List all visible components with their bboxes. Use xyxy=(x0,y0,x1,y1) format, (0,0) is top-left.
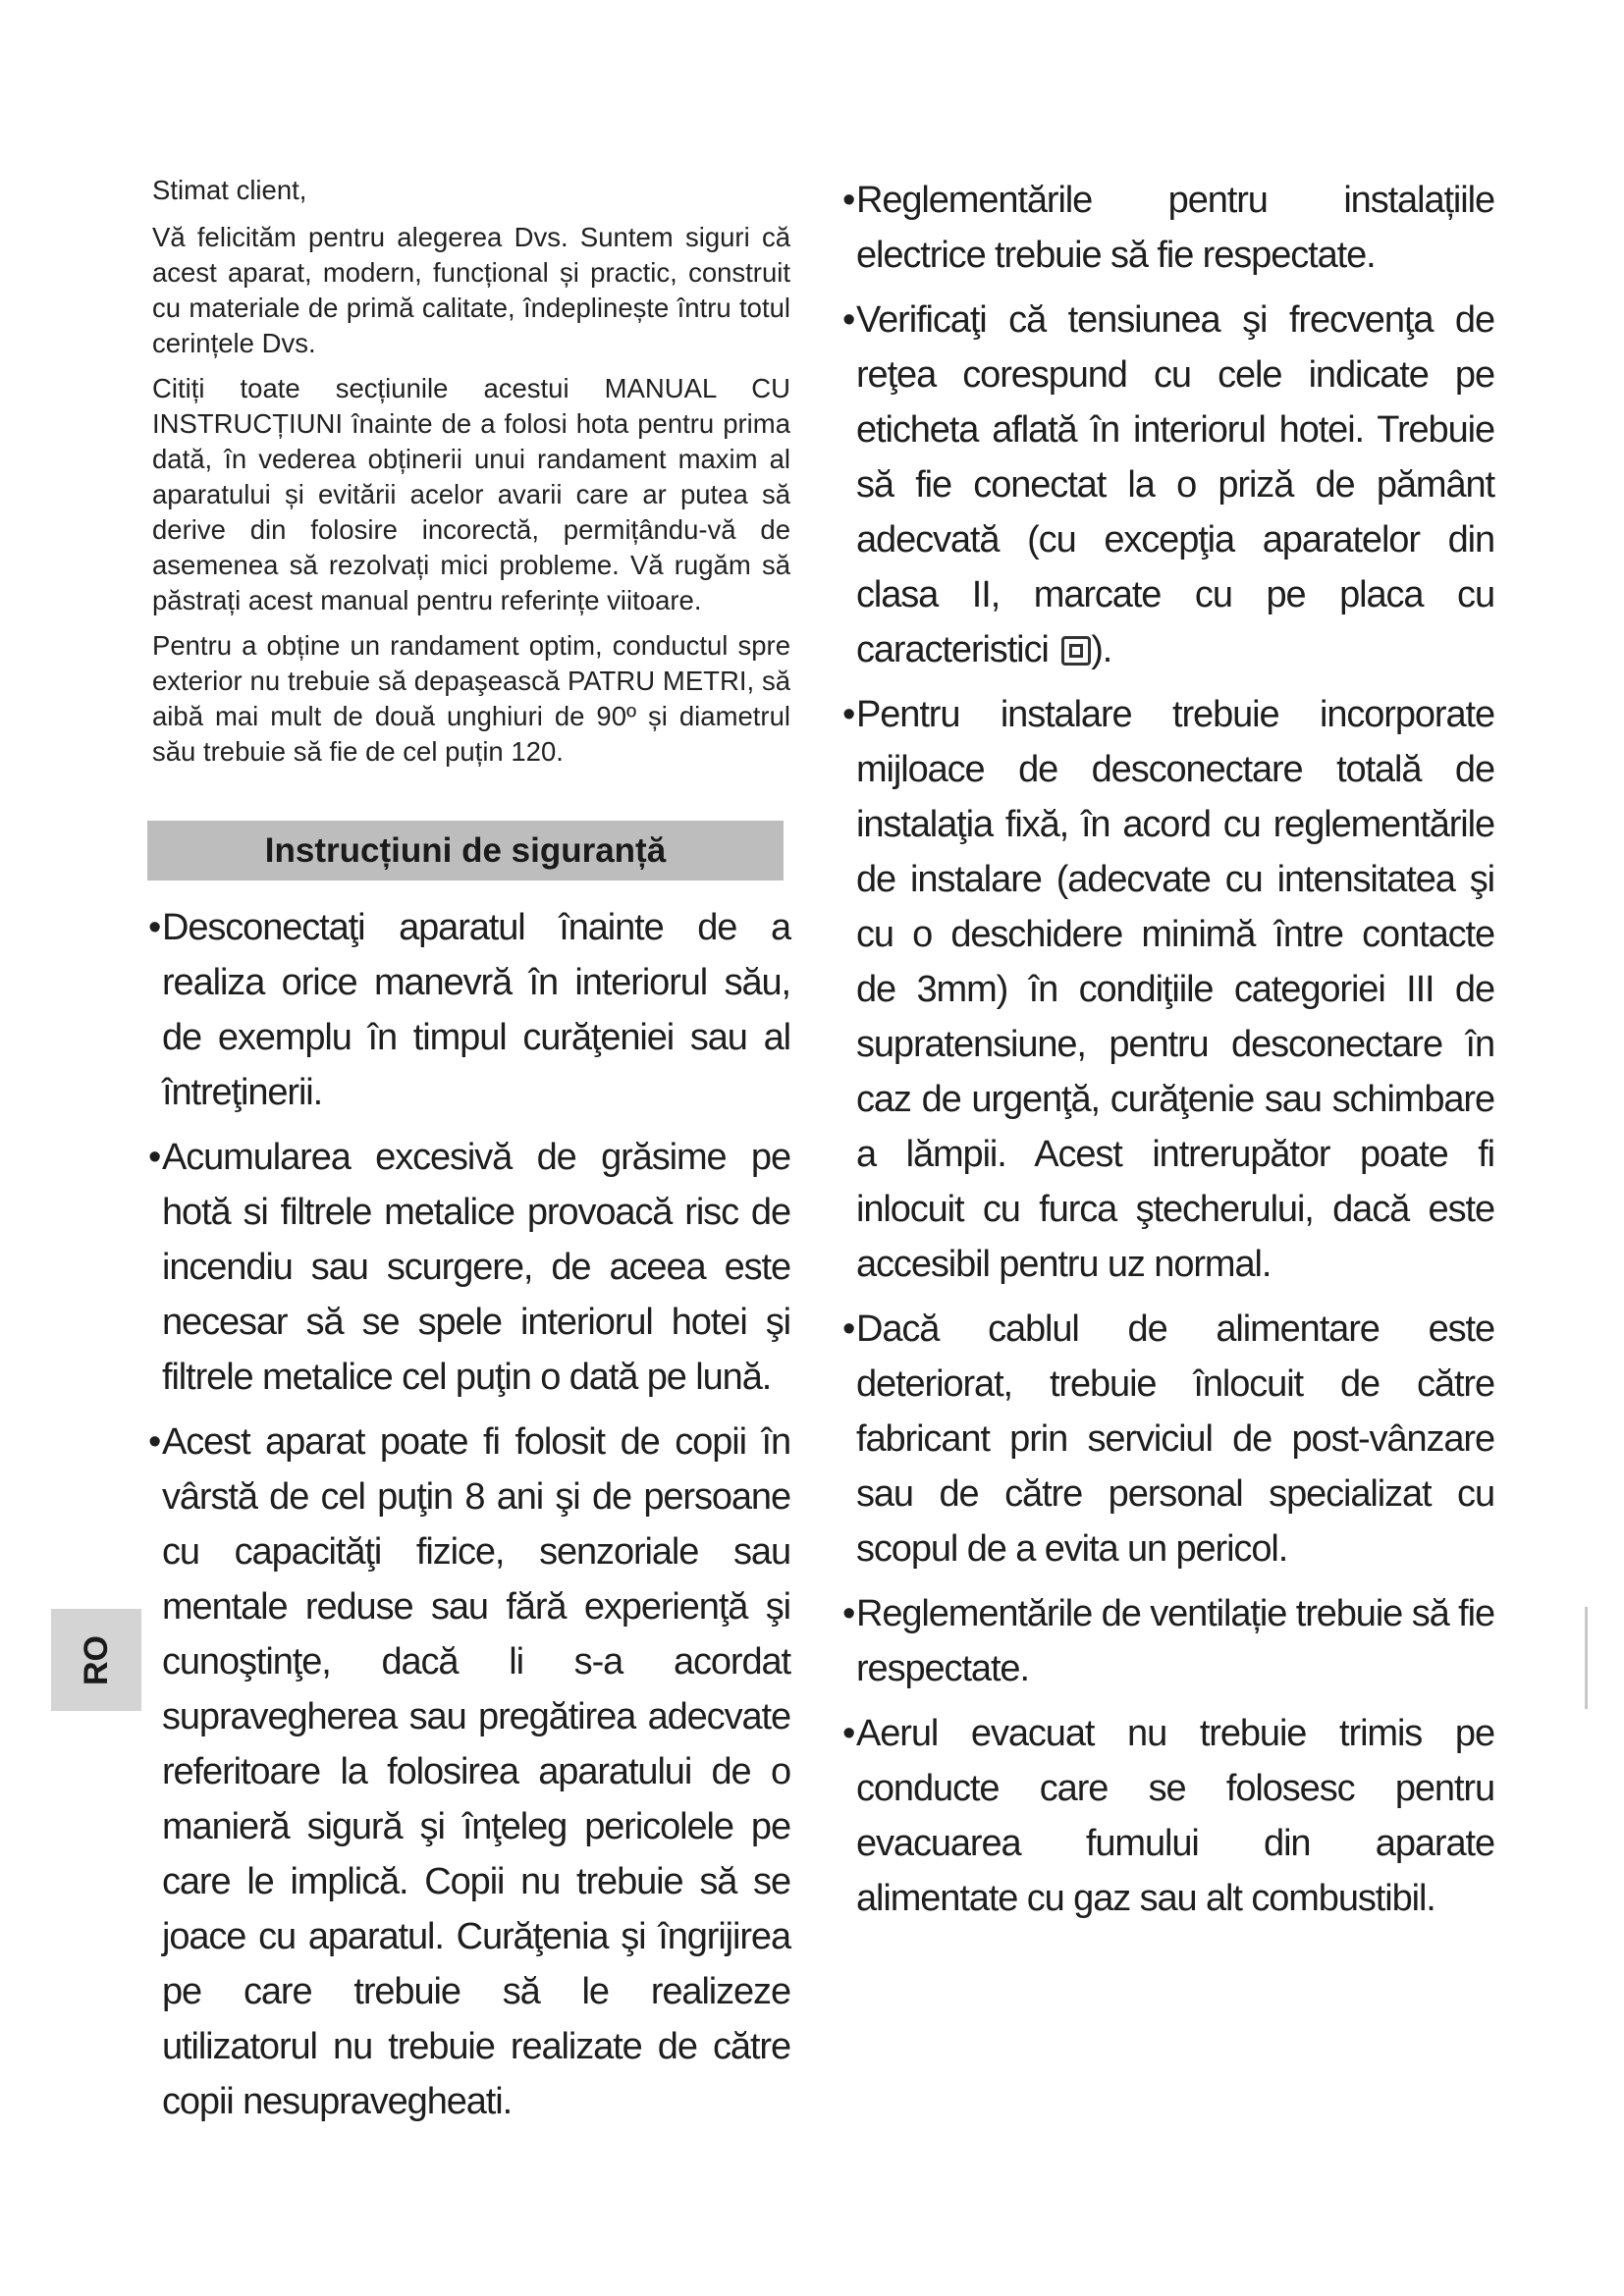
bullet-item xyxy=(842,1586,1494,1696)
language-label: RO xyxy=(77,1634,115,1685)
bullet-dot: • xyxy=(842,1308,855,1350)
bullet-text: Acest aparat poate fi folosit de copii în vârstă de cel puţin 8 ani şi de persoane cu capacităţi fizice, senzoriale sau mentale reduse sau fără experienţă şi cunoştinţe, dacă li s-a acordat supravegherea sau pregătirea adecvate referitoare la folosirea aparatului de o manieră sigură şi înţeleg pericolele pe care le implică. Copii nu trebuie să se joace cu aparatul. Curăţenia şi îngrijirea pe care trebuie să le realizeze utilizatorul nu trebuie realizate de către copii nesupravegheati. xyxy=(162,1421,790,2122)
page-edge-marker xyxy=(1585,1607,1588,1709)
greeting: Stimat client, xyxy=(152,175,307,205)
bullet-text: Desconectaţi aparatul înainte de a realiza orice manevră în interiorul său, de exemplu în timpul curăţeniei sau al întreţinerii. xyxy=(162,907,790,1113)
bullet-item xyxy=(148,1130,790,1405)
bullet-text: Reglementările pentru instalațiile electrice trebuie să fie respectate. xyxy=(856,180,1494,276)
intro-paragraph-2: Citiți toate secțiunile acestui MANUAL CU INSTRUCȚIUNI înainte de a folosi hota pentru prima dată, în vederea obținerii unui randament maxim al aparatului și evitării acelor avarii care ar putea să derive din folosire incorectă, permițându-vă de asemenea să rezolvați mici probleme. Vă rugăm să păstrați acest manual pentru referințe viitoare. xyxy=(152,373,790,615)
left-column xyxy=(148,173,790,2139)
section-title: Instrucțiuni de siguranță xyxy=(264,830,667,870)
bullet-item xyxy=(148,1415,790,2129)
left-bullet-list xyxy=(148,900,790,2129)
bullet-text: Reglementările de ventilație trebuie să fie respectate. xyxy=(856,1593,1494,1689)
bullet-item xyxy=(842,293,1494,677)
bullet-text: Acumularea excesivă de grăsime pe hotă si filtrele metalice provoacă risc de incendiu sau scurgere, de aceea este necesar să se spele interiorul hotei şi filtrele metalice cel puţin o dată pe lună. xyxy=(162,1137,790,1398)
bullet-dot: • xyxy=(842,1593,855,1634)
bullet-text: Dacă cablul de alimentare este deteriorat, trebuie înlocuit de către fabricant prin serviciul de post-vânzare sau de către personal specializat cu scopul de a evita un pericol. xyxy=(856,1308,1494,1570)
bullet-item xyxy=(842,687,1494,1292)
bullet-item xyxy=(148,900,790,1120)
bullet-dot: • xyxy=(842,299,855,341)
bullet-item xyxy=(842,173,1494,283)
bullet-text: Pentru instalare trebuie incorporate mijloace de desconectare totală de instalaţia fixă, în acord cu reglementările de instalare (adecvate cu intensitatea şi cu o deschidere minimă între contacte de 3mm) în condiţiile categoriei III de supratensiune, pentru desconectare în caz de urgenţă, curăţenie sau schimbare a lămpii. Acest intrerupător poate fi inlocuit cu furca ştecherului, dacă este accesibil pentru uz normal. xyxy=(856,694,1494,1285)
double-insulation-icon xyxy=(1061,636,1091,666)
bullet-dot: • xyxy=(148,1137,161,1178)
intro-paragraph-3: Pentru a obține un randament optim, conductul spre exterior nu trebuie să depaşească PATRU METRI, să aibă mai mult de două unghiuri de 90º și diametrul său trebuie să fie de cel puțin 120. xyxy=(152,630,790,767)
bullet-dot: • xyxy=(842,1713,855,1754)
bullet-text: Aerul evacuat nu trebuie trimis pe conducte care se folosesc pentru evacuarea fumului din aparate alimentate cu gaz sau alt combustibil. xyxy=(856,1713,1494,1919)
bullet-dot: • xyxy=(148,1421,161,1463)
bullet-item xyxy=(842,1706,1494,1926)
intro-paragraph-1: Vă felicităm pentru alegerea Dvs. Suntem siguri că acest aparat, modern, funcțional și practic, construit cu materiale de primă calitate, îndeplinește întru totul cerințele Dvs. xyxy=(152,222,790,358)
bullet-dot: • xyxy=(148,907,161,948)
intro-section xyxy=(152,173,790,770)
bullet-dot: • xyxy=(842,694,855,735)
right-bullet-list xyxy=(842,173,1494,1926)
bullet-text-end: ). xyxy=(1091,629,1112,670)
bullet-item xyxy=(842,1302,1494,1576)
bullet-dot: • xyxy=(842,180,855,221)
bullet-text: Verificaţi că tensiunea şi frecvenţa de reţea corespund cu cele indicate pe eticheta aflată în interiorul hotei. Trebuie să fie conectat la o priză de pământ adecvată (cu excepţia aparatelor din clasa II, marcate cu pe placa cu caracteristici xyxy=(856,299,1494,670)
right-column xyxy=(842,173,1494,1936)
section-heading-bar xyxy=(147,821,784,881)
language-tab xyxy=(51,1609,141,1711)
